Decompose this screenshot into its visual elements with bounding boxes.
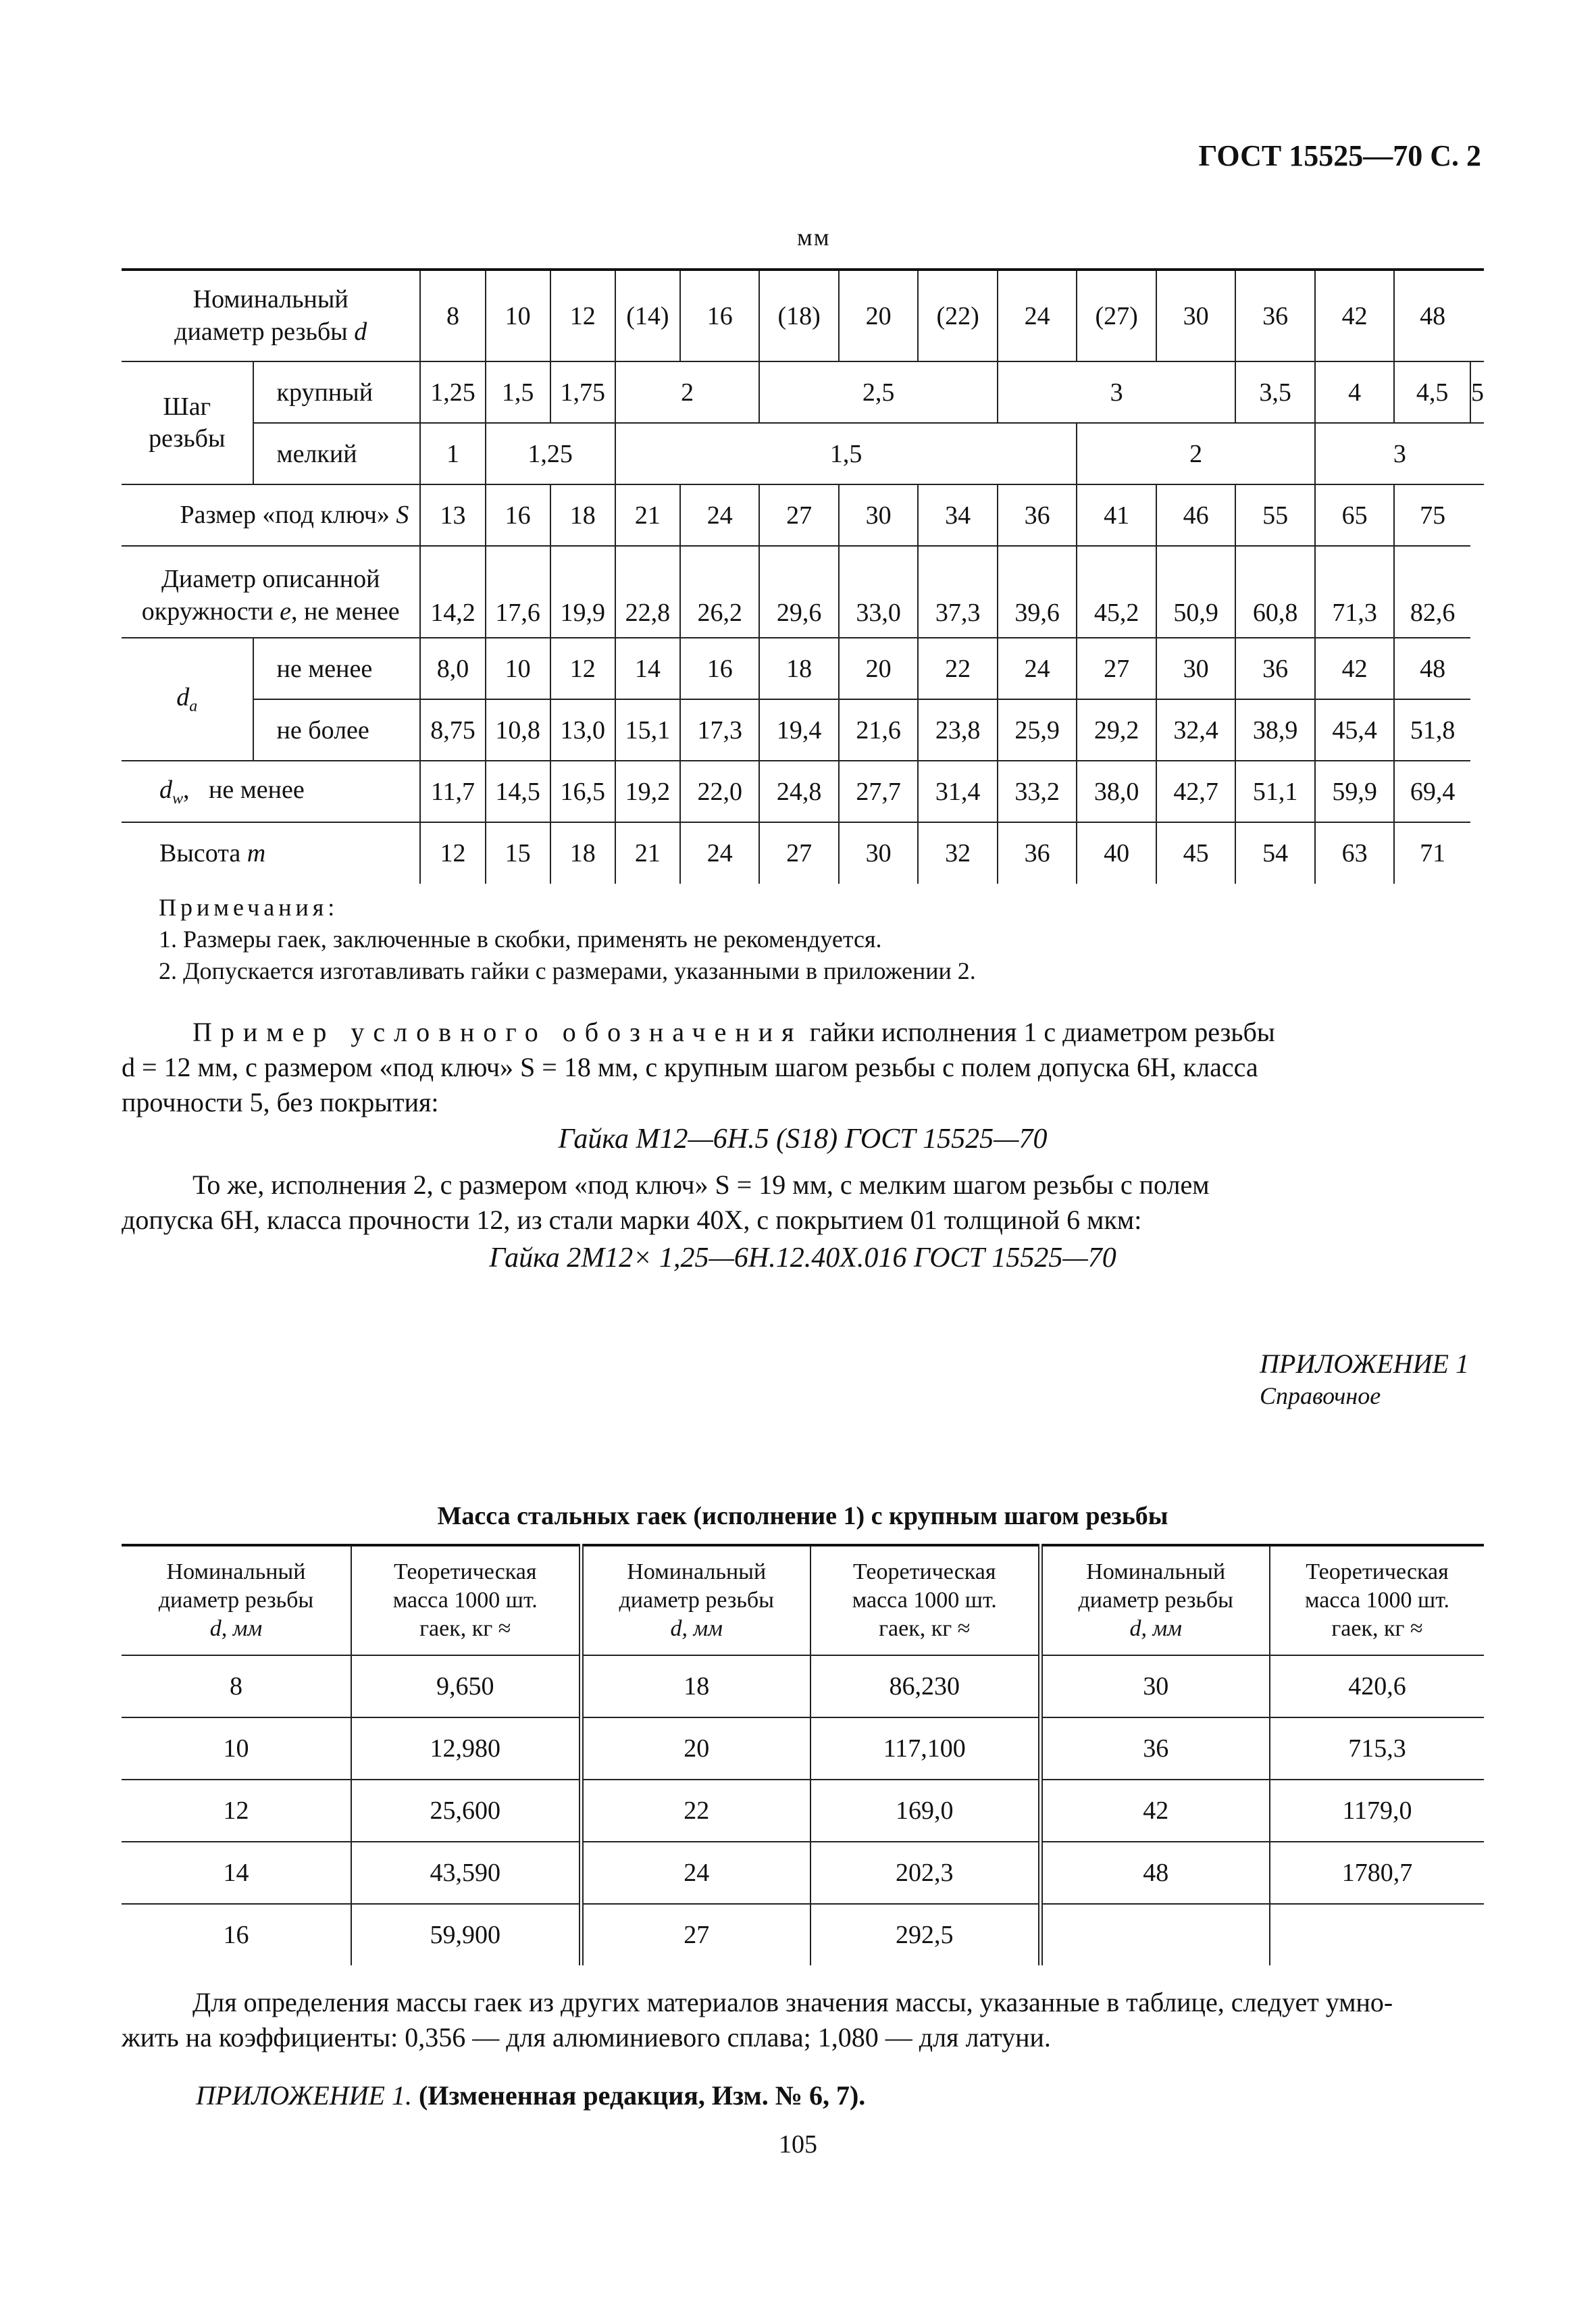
cell: 51,8 [1394, 699, 1470, 761]
cell: 24 [998, 638, 1077, 699]
cell: 24 [581, 1842, 810, 1904]
cell: 16 [680, 270, 759, 361]
height-symbol: m [247, 839, 266, 867]
cell [1040, 1904, 1270, 1965]
cell: 12,980 [351, 1717, 581, 1780]
document-header: ГОСТ 15525—70 С. 2 [1198, 139, 1481, 172]
dw-label [122, 761, 420, 822]
circ-symbol: e [280, 597, 291, 626]
example-line-2: d = 12 мм, с размером «под ключ» S = 18 мм, с крупным шагом резьбы с полем допуска 6Н, класса [122, 1052, 1258, 1082]
header-text: масса 1000 шт. [392, 1588, 538, 1613]
cell: 18 [759, 638, 838, 699]
header-text: Номинальный [1086, 1559, 1226, 1584]
table-row [122, 1904, 1484, 1965]
coarse-label: крупный [253, 361, 421, 423]
cell: 33,2 [998, 761, 1077, 822]
cell: 13,0 [550, 699, 615, 761]
cell: 36 [1235, 638, 1314, 699]
row-da-min [122, 638, 1484, 699]
circ-label-line3: , не менее [290, 597, 400, 626]
cell: 71 [1394, 822, 1470, 884]
cell: 10 [486, 638, 550, 699]
da-subscript: a [189, 697, 198, 715]
table-row [122, 1655, 1484, 1717]
cell: 14 [122, 1842, 351, 1904]
cell: 2 [1077, 423, 1314, 484]
diameter-label [122, 270, 420, 361]
cell: 1,25 [486, 423, 615, 484]
cell: 42 [1040, 1780, 1270, 1842]
cell: 22 [581, 1780, 810, 1842]
example-paragraph [122, 1015, 1484, 1120]
cell: 8 [420, 270, 485, 361]
table-row [122, 1780, 1484, 1842]
cell: 22,8 [615, 546, 680, 638]
page-number: 105 [779, 2130, 817, 2159]
cell: 16,5 [550, 761, 615, 822]
height-label-text: Высота [159, 839, 241, 867]
header-diameter [122, 1545, 351, 1655]
cell: 17,3 [680, 699, 759, 761]
cell: 82,6 [1394, 546, 1470, 638]
cell: 42 [1315, 638, 1394, 699]
cell: 10,8 [486, 699, 550, 761]
cell: 59,9 [1315, 761, 1394, 822]
cell: 24 [680, 484, 759, 546]
example-text1: гайки исполнения 1 с диаметром резьбы [802, 1017, 1275, 1047]
cell: 13 [420, 484, 485, 546]
header-diameter [581, 1545, 810, 1655]
cell: 14,5 [486, 761, 550, 822]
cell: 19,9 [550, 546, 615, 638]
cell: 1780,7 [1270, 1842, 1484, 1904]
row-da-max [122, 699, 1484, 761]
mass-note [122, 1985, 1484, 2055]
note-2: 2. Допускается изготавливать гайки с размерами, указанными в приложении 2. [159, 957, 976, 984]
header-text: Теоретическая [1306, 1559, 1449, 1584]
cell: 30 [1156, 638, 1235, 699]
cell: (27) [1077, 270, 1156, 361]
table-row [122, 1842, 1484, 1904]
dw-label-text: , не менее [183, 775, 305, 804]
cell: 69,4 [1394, 761, 1470, 822]
cell: 8,75 [420, 699, 485, 761]
cell: 715,3 [1270, 1717, 1484, 1780]
cell: 16 [486, 484, 550, 546]
header-mass [810, 1545, 1040, 1655]
height-label [122, 822, 420, 884]
row-key-size [122, 484, 1484, 546]
header-text: диаметр резьбы [158, 1588, 314, 1613]
designation-formula-2: Гайка 2М12× 1,25—6Н.12.40Х.016 ГОСТ 15525—70 [489, 1242, 1116, 1274]
cell: 20 [839, 270, 918, 361]
cell: 24 [998, 270, 1077, 361]
cell: 2,5 [759, 361, 997, 423]
cell: 33,0 [839, 546, 918, 638]
da-label [122, 638, 253, 761]
cell: 22 [918, 638, 997, 699]
cell: 10 [486, 270, 550, 361]
min-label: не менее [253, 638, 421, 699]
key-symbol: S [396, 500, 409, 529]
cell: 65 [1315, 484, 1394, 546]
cell: 30 [839, 484, 918, 546]
dw-symbol: d [159, 775, 172, 804]
header-text: диаметр резьбы [619, 1588, 775, 1613]
cell: 8 [122, 1655, 351, 1717]
da-symbol: d [176, 683, 190, 712]
cell: 4,5 [1394, 361, 1470, 423]
header-text: гаек, кг ≈ [1331, 1616, 1423, 1641]
table-row [122, 1717, 1484, 1780]
amendment-text: (Измененная редакция, Изм. № 6, 7). [411, 2080, 866, 2111]
cell [1270, 1904, 1484, 1965]
header-text: диаметр резьбы [1078, 1588, 1234, 1613]
cell: 15 [486, 822, 550, 884]
cell: 25,9 [998, 699, 1077, 761]
cell: 45 [1156, 822, 1235, 884]
header-text: масса 1000 шт. [852, 1588, 997, 1613]
cell: 18 [581, 1655, 810, 1717]
cell: 30 [839, 822, 918, 884]
cell: 19,4 [759, 699, 838, 761]
cell: 11,7 [420, 761, 485, 822]
cell: 1,25 [420, 361, 485, 423]
cell: 24 [680, 822, 759, 884]
cell: 48 [1394, 638, 1470, 699]
header-diameter [1040, 1545, 1270, 1655]
cell: 12 [550, 638, 615, 699]
para2-line-2: допуска 6Н, класса прочности 12, из стали марки 40Х, с покрытием 01 толщиной 6 мкм: [122, 1205, 1142, 1235]
cell: 23,8 [918, 699, 997, 761]
cell: 27 [1077, 638, 1156, 699]
cell: 1,75 [550, 361, 615, 423]
cell: 169,0 [810, 1780, 1040, 1842]
cell: 32,4 [1156, 699, 1235, 761]
note-1: 1. Размеры гаек, заключенные в скобки, применять не рекомендуется. [159, 926, 882, 953]
cell: 71,3 [1315, 546, 1394, 638]
cell: 27 [581, 1904, 810, 1965]
pitch-label-line2: резьбы [148, 424, 226, 453]
header-text: Номинальный [627, 1559, 767, 1584]
cell: 420,6 [1270, 1655, 1484, 1717]
cell: 18 [550, 822, 615, 884]
cell: 54 [1235, 822, 1314, 884]
amendment-appendix: ПРИЛОЖЕНИЕ 1. [196, 2080, 412, 2111]
cell: 37,3 [918, 546, 997, 638]
cell: 10 [122, 1717, 351, 1780]
row-diameter [122, 270, 1484, 361]
header-mass [351, 1545, 581, 1655]
amendment-note [196, 2080, 865, 2111]
designation-formula-1: Гайка М12—6Н.5 (S18) ГОСТ 15525—70 [558, 1124, 1048, 1155]
circ-label-line2: окружности [141, 597, 274, 626]
key-label-text: Размер «под ключ» [180, 500, 390, 529]
cell: 27 [759, 822, 838, 884]
row-coarse-pitch [122, 361, 1484, 423]
appendix-title: ПРИЛОЖЕНИЕ 1 [1260, 1349, 1469, 1379]
cell: 50,9 [1156, 546, 1235, 638]
example-line-3: прочности 5, без покрытия: [122, 1087, 439, 1117]
cell: 15,1 [615, 699, 680, 761]
cell: 12 [420, 822, 485, 884]
cell: 43,590 [351, 1842, 581, 1904]
cell: 34 [918, 484, 997, 546]
mass-note-line-2: жить на коэффициенты: 0,356 — для алюминиевого сплава; 1,080 — для латуни. [122, 2022, 1051, 2053]
cell: 12 [550, 270, 615, 361]
cell: 21,6 [839, 699, 918, 761]
cell: 48 [1040, 1842, 1270, 1904]
max-label: не более [253, 699, 421, 761]
cell: 17,6 [486, 546, 550, 638]
cell: 20 [839, 638, 918, 699]
cell: 25,600 [351, 1780, 581, 1842]
cell: 292,5 [810, 1904, 1040, 1965]
header-text: Номинальный [166, 1559, 306, 1584]
cell: 4 [1315, 361, 1394, 423]
cell: 39,6 [998, 546, 1077, 638]
cell: (14) [615, 270, 680, 361]
header-text: гаек, кг ≈ [879, 1616, 971, 1641]
cell: 27,7 [839, 761, 918, 822]
row-height [122, 822, 1484, 884]
header-text: d, мм [670, 1616, 723, 1641]
cell: 36 [998, 484, 1077, 546]
cell: 51,1 [1235, 761, 1314, 822]
cell: 42 [1315, 270, 1394, 361]
cell: 24,8 [759, 761, 838, 822]
header-text: Теоретическая [852, 1559, 996, 1584]
example-paragraph-2 [122, 1167, 1484, 1238]
notes [159, 892, 976, 987]
header-text: гаек, кг ≈ [419, 1616, 511, 1641]
cell: 29,2 [1077, 699, 1156, 761]
cell: 22,0 [680, 761, 759, 822]
cell: 9,650 [351, 1655, 581, 1717]
cell: 42,7 [1156, 761, 1235, 822]
diameter-symbol: d [354, 317, 367, 346]
cell: 3,5 [1235, 361, 1314, 423]
cell: 1179,0 [1270, 1780, 1484, 1842]
mass-note-line-1: Для определения массы гаек из других материалов значения массы, указанные в таблице, следует умно- [192, 1987, 1393, 2017]
para2-line-1: То же, исполнения 2, с размером «под ключ» S = 19 мм, с мелким шагом резьбы с полем [192, 1169, 1210, 1200]
cell: 40 [1077, 822, 1156, 884]
cell: 2 [615, 361, 760, 423]
cell: 16 [122, 1904, 351, 1965]
cell: 117,100 [810, 1717, 1040, 1780]
cell: 3 [998, 361, 1235, 423]
cell: 27 [759, 484, 838, 546]
cell: 38,9 [1235, 699, 1314, 761]
cell: 41 [1077, 484, 1156, 546]
cell: 59,900 [351, 1904, 581, 1965]
cell: (22) [918, 270, 997, 361]
header-text: d, мм [209, 1616, 263, 1641]
cell: 38,0 [1077, 761, 1156, 822]
mass-table-header [122, 1545, 1484, 1655]
header-text: масса 1000 шт. [1304, 1588, 1450, 1613]
cell: 14,2 [420, 546, 485, 638]
cell: 12 [122, 1780, 351, 1842]
cell: 19,2 [615, 761, 680, 822]
cell: 48 [1394, 270, 1470, 361]
circ-label [122, 546, 420, 638]
diameter-label-line1: Номинальный [192, 285, 349, 313]
cell: 36 [1235, 270, 1314, 361]
cell: 16 [680, 638, 759, 699]
mass-table-title: Масса стальных гаек (исполнение 1) с крупным шагом резьбы [437, 1502, 1168, 1530]
cell: (18) [759, 270, 838, 361]
cell: 63 [1315, 822, 1394, 884]
cell: 46 [1156, 484, 1235, 546]
circ-label-line1: Диаметр описанной [161, 565, 380, 593]
pitch-label-line1: Шаг [163, 392, 211, 421]
cell: 5 [1470, 361, 1484, 423]
header-text: d, мм [1129, 1616, 1182, 1641]
cell: 30 [1040, 1655, 1270, 1717]
cell: 32 [918, 822, 997, 884]
row-fine-pitch [122, 423, 1484, 484]
cell: 60,8 [1235, 546, 1314, 638]
cell: 21 [615, 822, 680, 884]
cell: 14 [615, 638, 680, 699]
cell: 45,2 [1077, 546, 1156, 638]
cell: 45,4 [1315, 699, 1394, 761]
fine-label: мелкий [253, 423, 421, 484]
pitch-label [122, 361, 253, 484]
key-label [122, 484, 420, 546]
cell: 20 [581, 1717, 810, 1780]
diameter-label-line2: диаметр резьбы [174, 317, 348, 346]
unit-label: мм [797, 224, 831, 251]
dw-subscript: w [172, 790, 184, 808]
cell: 26,2 [680, 546, 759, 638]
cell: 36 [998, 822, 1077, 884]
cell: 30 [1156, 270, 1235, 361]
cell: 31,4 [918, 761, 997, 822]
cell: 86,230 [810, 1655, 1040, 1717]
row-dw [122, 761, 1484, 822]
cell: 18 [550, 484, 615, 546]
cell: 75 [1394, 484, 1470, 546]
mass-table [122, 1544, 1484, 1965]
header-text: Теоретическая [393, 1559, 537, 1584]
cell: 202,3 [810, 1842, 1040, 1904]
cell: 1,5 [486, 361, 550, 423]
header-mass [1270, 1545, 1484, 1655]
row-circumscribed-diameter [122, 546, 1484, 638]
cell: 21 [615, 484, 680, 546]
cell: 36 [1040, 1717, 1270, 1780]
notes-title: Примечания: [159, 894, 339, 921]
example-lead: Пример условного обозначения [192, 1017, 803, 1047]
cell: 1 [420, 423, 485, 484]
cell: 8,0 [420, 638, 485, 699]
example-line-1 [122, 1015, 1484, 1050]
cell: 29,6 [759, 546, 838, 638]
cell: 3 [1315, 423, 1484, 484]
nut-dimensions-table [122, 268, 1484, 884]
cell: 1,5 [615, 423, 1077, 484]
appendix-subtitle: Справочное [1260, 1382, 1381, 1409]
cell: 55 [1235, 484, 1314, 546]
